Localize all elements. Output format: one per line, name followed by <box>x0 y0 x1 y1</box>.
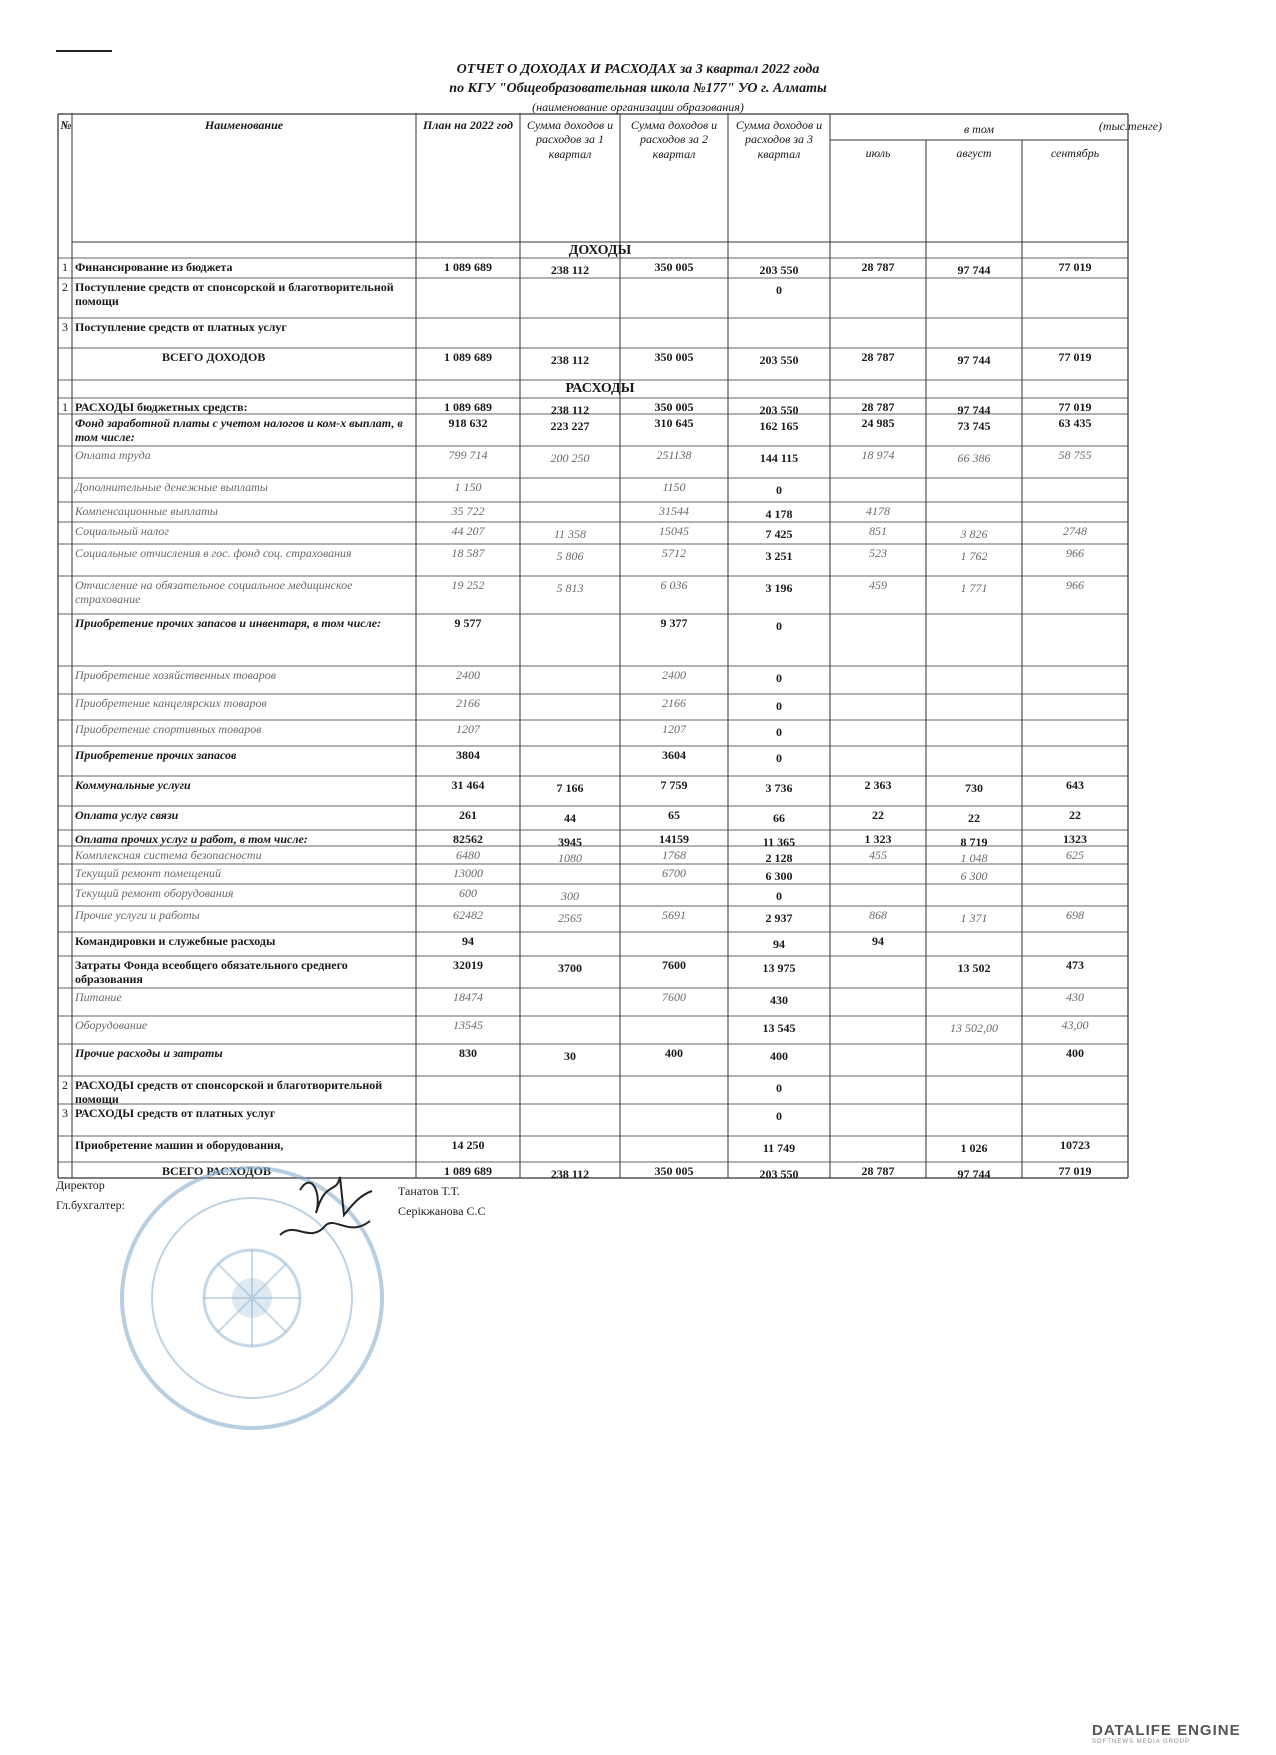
row-value: 5712 <box>662 546 686 560</box>
row-value: 1 089 689 <box>444 260 492 274</box>
row-value: 19 252 <box>451 578 485 592</box>
row-value: 1 089 689 <box>444 350 492 364</box>
organization-caption: (наименование организации образования) <box>532 100 744 114</box>
header-including: в том <box>963 122 995 136</box>
row-value: 11 365 <box>762 835 796 849</box>
accountant-label: Гл.бухгалтер: <box>56 1198 125 1212</box>
row-value: 24 985 <box>861 416 895 430</box>
row-value: 2400 <box>662 668 686 682</box>
row-value: 350 005 <box>654 260 694 274</box>
row-name: Компенсационные выплаты <box>75 504 218 518</box>
row-value: 22 <box>1069 808 1081 822</box>
row-value: 44 207 <box>451 524 485 538</box>
row-value: 310 645 <box>654 416 694 430</box>
row-value: 6480 <box>456 848 480 862</box>
row-value: 32019 <box>453 958 483 972</box>
row-value: 66 <box>773 811 785 825</box>
row-value: 966 <box>1066 546 1084 560</box>
row-value: 35 722 <box>451 504 485 518</box>
row-name: Оборудование <box>75 1018 148 1032</box>
row-name: Приобретение машин и оборудования, <box>75 1138 284 1152</box>
row-value: 13 502,00 <box>950 1021 998 1035</box>
row-value: 430 <box>770 993 788 1007</box>
row-value: 203 550 <box>759 353 799 367</box>
row-value: 1 026 <box>960 1141 988 1155</box>
row-value: 830 <box>459 1046 477 1060</box>
row-value: 14 250 <box>451 1138 485 1152</box>
row-number: 2 <box>62 1078 68 1092</box>
row-value: 162 165 <box>759 419 799 433</box>
row-value: 4178 <box>866 504 890 518</box>
row-value: 13 975 <box>762 961 796 975</box>
row-value: 1768 <box>662 848 686 862</box>
row-value: 7 759 <box>660 778 688 792</box>
row-value: 350 005 <box>654 350 694 364</box>
row-value: 28 787 <box>861 1164 895 1178</box>
header-plan: План на 2022 год <box>422 118 514 132</box>
director-name: Танатов Т.Т. <box>398 1184 460 1198</box>
row-value: 2 937 <box>765 911 793 925</box>
row-value: 18 587 <box>451 546 485 560</box>
row-value: 94 <box>773 937 785 951</box>
row-value: 94 <box>462 934 474 948</box>
row-value: 4 178 <box>765 507 793 521</box>
row-value: 63 435 <box>1058 416 1092 430</box>
row-number: 3 <box>62 320 68 334</box>
row-name: Текущий ремонт помещений <box>75 866 222 880</box>
row-value: 851 <box>869 524 887 538</box>
row-value: 0 <box>776 483 782 497</box>
row-name: Приобретение хозяйственных товаров <box>75 668 276 682</box>
row-value: 1 089 689 <box>444 1164 492 1178</box>
row-name: Социальные отчисления в гос. фонд соц. страхования <box>75 546 352 560</box>
row-value: 400 <box>1066 1046 1084 1060</box>
row-value: 3 736 <box>765 781 793 795</box>
row-value: 22 <box>968 811 980 825</box>
row-name: Питание <box>75 990 122 1004</box>
row-value: 31 464 <box>451 778 485 792</box>
row-value: 1 762 <box>960 549 988 563</box>
watermark-sub: SOFTNEWS MEDIA GROUP <box>1092 1739 1191 1745</box>
row-value: 18 974 <box>861 448 895 462</box>
row-value: 698 <box>1066 908 1084 922</box>
row-name: Текущий ремонт оборудования <box>75 886 234 900</box>
row-name: Приобретение прочих запасов <box>75 748 237 762</box>
row-value: 203 550 <box>759 263 799 277</box>
row-name: Дополнительные денежные выплаты <box>75 480 268 494</box>
row-value: 2748 <box>1063 524 1087 538</box>
row-name: РАСХОДЫ бюджетных средств: <box>75 400 248 414</box>
row-value: 625 <box>1066 848 1084 862</box>
row-value: 97 744 <box>957 1167 991 1181</box>
row-value: 1207 <box>662 722 686 736</box>
header-number: № <box>60 118 72 132</box>
row-value: 3700 <box>558 961 582 975</box>
row-name: Затраты Фонда всеобщего обязательного среднего образования <box>75 958 348 987</box>
header-q1: Сумма доходов и расходов за 1 квартал <box>526 118 614 161</box>
row-value: 966 <box>1066 578 1084 592</box>
row-value: 6700 <box>662 866 686 880</box>
row-value: 6 300 <box>765 869 793 883</box>
row-value: 13 545 <box>762 1021 796 1035</box>
row-value: 77 019 <box>1058 350 1092 364</box>
row-value: 238 112 <box>550 353 590 367</box>
row-value: 0 <box>776 751 782 765</box>
row-value: 1150 <box>662 480 686 494</box>
row-value: 7 425 <box>765 527 793 541</box>
row-value: 66 386 <box>957 451 991 465</box>
row-value: 13 502 <box>957 961 991 975</box>
row-name: Приобретение канцелярских товаров <box>75 696 267 710</box>
row-value: 28 787 <box>861 260 895 274</box>
row-value: 2565 <box>558 911 582 925</box>
row-value: 77 019 <box>1058 260 1092 274</box>
row-value: 28 787 <box>861 400 895 414</box>
row-value: 31544 <box>659 504 689 518</box>
row-name: Комплексная система безопасности <box>75 848 262 862</box>
row-value: 2166 <box>662 696 686 710</box>
row-value: 15045 <box>659 524 689 538</box>
row-value: 473 <box>1066 958 1084 972</box>
row-value: 62482 <box>453 908 483 922</box>
header-m1: июль <box>865 146 891 160</box>
row-name: Отчисление на обязательное социальное медицинское страхование <box>75 578 353 607</box>
row-value: 459 <box>869 578 887 592</box>
row-value: 300 <box>561 889 579 903</box>
row-value: 77 019 <box>1058 400 1092 414</box>
row-value: 7600 <box>662 958 686 972</box>
row-value: 14159 <box>659 832 689 846</box>
row-name: Прочие расходы и затраты <box>75 1046 223 1060</box>
row-value: 1 150 <box>454 480 482 494</box>
row-name: Оплата прочих услуг и работ, в том числе: <box>75 832 308 846</box>
row-value: 0 <box>776 619 782 633</box>
row-value: 1 371 <box>960 911 988 925</box>
row-name: Оплата услуг связи <box>75 808 179 822</box>
row-value: 13000 <box>453 866 483 880</box>
row-name: Социальный налог <box>75 524 169 538</box>
row-value: 400 <box>770 1049 788 1063</box>
row-value: 5691 <box>662 908 686 922</box>
row-number: 1 <box>62 400 68 414</box>
row-value: 430 <box>1066 990 1084 1004</box>
row-number: 3 <box>62 1106 68 1120</box>
row-value: 400 <box>665 1046 683 1060</box>
row-value: 58 755 <box>1058 448 1092 462</box>
row-value: 223 227 <box>550 419 590 433</box>
row-value: 11 749 <box>762 1141 796 1155</box>
row-value: 0 <box>776 283 782 297</box>
row-value: 238 112 <box>550 263 590 277</box>
header-name: Наименование <box>204 118 284 132</box>
row-value: 1207 <box>456 722 480 736</box>
row-name: Поступление средств от спонсорской и благотворительной помощи <box>75 280 394 309</box>
row-value: 30 <box>564 1049 576 1063</box>
row-value: 200 250 <box>550 451 590 465</box>
handwritten-signature <box>260 1165 400 1255</box>
row-value: 0 <box>776 725 782 739</box>
row-value: 3 196 <box>765 581 793 595</box>
row-value: 1080 <box>558 851 582 865</box>
row-value: 9 377 <box>660 616 688 630</box>
row-name: РАСХОДЫ средств от спонсорской и благотворительной помощи <box>75 1078 383 1107</box>
row-value: 0 <box>776 1109 782 1123</box>
row-value: 2 128 <box>765 851 793 865</box>
row-value: 9 577 <box>454 616 482 630</box>
row-value: 1 089 689 <box>444 400 492 414</box>
row-name: РАСХОДЫ средств от платных услуг <box>75 1106 276 1120</box>
row-name: Командировки и служебные расходы <box>75 934 276 948</box>
row-value: 65 <box>668 808 680 822</box>
row-value: 44 <box>564 811 576 825</box>
row-value: 144 115 <box>759 451 799 465</box>
row-value: 238 112 <box>550 403 590 417</box>
row-value: 11 358 <box>553 527 587 541</box>
row-name: Приобретение прочих запасов и инвентаря, в том числе: <box>75 616 382 630</box>
section-income: ДОХОДЫ <box>568 243 632 258</box>
watermark-brand: DATALIFE ENGINE <box>1092 1722 1241 1739</box>
row-value: 0 <box>776 699 782 713</box>
row-value: 94 <box>872 934 884 948</box>
row-value: 10723 <box>1060 1138 1090 1152</box>
row-name: Коммунальные услуги <box>75 778 191 792</box>
organization-line: по КГУ "Общеобразовательная школа №177" УО г. Алматы <box>449 81 827 96</box>
row-value: 2166 <box>456 696 480 710</box>
section-expense: РАСХОДЫ <box>565 381 635 396</box>
row-value: 97 744 <box>957 403 991 417</box>
row-name: Фонд заработной платы с учетом налогов и ком-х выплат, в том числе: <box>75 416 403 445</box>
row-value: 350 005 <box>654 400 694 414</box>
row-value: 0 <box>776 1081 782 1095</box>
row-value: 238 112 <box>550 1167 590 1181</box>
row-value: 730 <box>965 781 983 795</box>
header-q3: Сумма доходов и расходов за 3 квартал <box>735 118 823 161</box>
row-name: ВСЕГО ДОХОДОВ <box>162 350 266 364</box>
row-value: 2 363 <box>864 778 892 792</box>
row-value: 5 806 <box>556 549 584 563</box>
row-value: 28 787 <box>861 350 895 364</box>
row-value: 3 826 <box>960 527 988 541</box>
row-value: 2400 <box>456 668 480 682</box>
row-value: 3804 <box>456 748 480 762</box>
row-value: 43,00 <box>1061 1018 1089 1032</box>
row-value: 7600 <box>662 990 686 1004</box>
director-label: Директор <box>56 1178 105 1192</box>
row-name: Финансирование из бюджета <box>75 260 233 274</box>
row-value: 6 300 <box>960 869 988 883</box>
row-value: 350 005 <box>654 1164 694 1178</box>
unit-note: (тыс.тенге) <box>1098 119 1162 133</box>
row-value: 7 166 <box>556 781 584 795</box>
report-title: ОТЧЕТ О ДОХОДАХ И РАСХОДАХ за 3 квартал 2022 года <box>456 62 820 77</box>
row-value: 799 714 <box>448 448 488 462</box>
row-name: ВСЕГО РАСХОДОВ <box>162 1164 271 1178</box>
row-value: 18474 <box>453 990 483 1004</box>
row-value: 600 <box>459 886 477 900</box>
row-value: 8 719 <box>960 835 988 849</box>
header-m3: сентябрь <box>1050 146 1100 160</box>
watermark <box>1092 1722 1241 1745</box>
row-value: 22 <box>872 808 884 822</box>
row-name: Приобретение спортивных товаров <box>75 722 262 736</box>
row-number: 2 <box>62 280 68 294</box>
row-value: 1 048 <box>960 851 988 865</box>
row-value: 1 771 <box>960 581 988 595</box>
row-value: 3604 <box>662 748 686 762</box>
row-number: 1 <box>62 260 68 274</box>
row-value: 455 <box>869 848 887 862</box>
row-value: 251138 <box>656 448 692 462</box>
row-value: 868 <box>869 908 887 922</box>
header-q2: Сумма доходов и расходов за 2 квартал <box>630 118 718 161</box>
row-value: 203 550 <box>759 1167 799 1181</box>
row-name: Поступление средств от платных услуг <box>75 320 287 334</box>
row-value: 0 <box>776 671 782 685</box>
row-name: Прочие услуги и работы <box>75 908 200 922</box>
accountant-name: Серікжанова С.С <box>398 1204 486 1218</box>
row-value: 3945 <box>558 835 582 849</box>
row-value: 5 813 <box>556 581 584 595</box>
header-m2: август <box>956 146 992 160</box>
row-name: Оплата труда <box>75 448 151 462</box>
row-value: 6 036 <box>660 578 688 592</box>
row-value: 261 <box>459 808 477 822</box>
row-value: 97 744 <box>957 353 991 367</box>
row-value: 918 632 <box>448 416 488 430</box>
row-value: 82562 <box>453 832 483 846</box>
row-value: 3 251 <box>765 549 793 563</box>
row-value: 73 745 <box>957 419 991 433</box>
row-value: 203 550 <box>759 403 799 417</box>
row-value: 643 <box>1066 778 1084 792</box>
row-value: 1323 <box>1063 832 1087 846</box>
row-value: 13545 <box>453 1018 483 1032</box>
row-value: 77 019 <box>1058 1164 1092 1178</box>
row-value: 0 <box>776 889 782 903</box>
row-value: 97 744 <box>957 263 991 277</box>
row-value: 523 <box>869 546 887 560</box>
row-value: 1 323 <box>864 832 892 846</box>
